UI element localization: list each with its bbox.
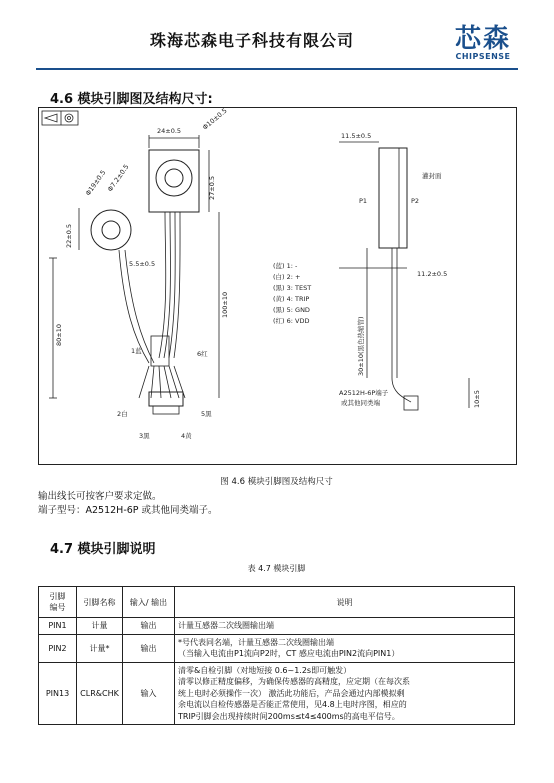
header-io: 输入/ 输出 xyxy=(123,587,175,618)
table-row xyxy=(39,634,515,662)
pin-io: 输出 xyxy=(123,634,175,662)
description-line: （当输入电流由P1流向P2时，CT 感应电流由PIN2流向PIN1） xyxy=(178,649,400,658)
dim-d9: 100±10 xyxy=(221,291,229,318)
dim-d12: 30±10(黑色热缩管) xyxy=(357,316,365,376)
wire-label-1: 1蓝 xyxy=(131,347,142,355)
pin-legend-6: (红) 6: VDD xyxy=(273,317,310,325)
wire-label-6: 6红 xyxy=(197,350,208,358)
pin-legend-3: (黑) 3: TEST xyxy=(273,284,312,292)
wire-label-2: 2白 xyxy=(117,410,128,418)
logo-english-text: CHIPSENSE xyxy=(455,52,511,61)
pin-io: 输出 xyxy=(123,618,175,635)
label-p1: P1 xyxy=(359,197,368,205)
table-caption: 表 4.7 模块引脚 xyxy=(247,564,306,573)
description-line: *号代表同名端，计量互感器二次线圈输出端 xyxy=(178,637,334,647)
pin-number: PIN2 xyxy=(39,634,77,662)
header-description: 说明 xyxy=(175,587,515,618)
pin-table xyxy=(38,586,515,725)
pin-name: 计量* xyxy=(77,634,123,662)
pin-legend-4: (黄) 4: TRIP xyxy=(273,295,310,303)
pin-legend-2: (白) 2: + xyxy=(273,273,301,281)
wire-label-3: 3黑 xyxy=(139,432,150,440)
dim-d5: Φ7.2±0.5 xyxy=(106,162,131,194)
pin-number: PIN1 xyxy=(39,618,77,635)
dim-d1: 24±0.5 xyxy=(157,127,182,135)
description-line: TRIP引脚会出现持续时间200ms≤t4≤400ms的高电平信号。 xyxy=(178,711,400,721)
wire-label-4: 4黄 xyxy=(181,432,192,440)
note-terminal-model: 端子型号：A2512H-6P 或其他同类端子。 xyxy=(38,505,218,516)
description-line: 清零以修正精度偏移，为确保传感器的高精度，应定期（在每次系 xyxy=(178,677,410,686)
header-pin-number: 引脚 编号 xyxy=(39,587,77,618)
dim-d7: 5.5±0.5 xyxy=(129,260,156,268)
section-4-6-title: 4.6 模块引脚图及结构尺寸: xyxy=(50,92,213,107)
description-line: 清零&自检引脚（对地短接 0.6~1.2s即可触发） xyxy=(178,665,352,675)
pin-number: PIN13 xyxy=(39,662,77,725)
description-line: 统上电时必须操作一次） 激活此功能后，产品会通过内部模拟剩 xyxy=(178,688,405,698)
pin-name: CLR&CHK xyxy=(77,662,123,725)
table-row xyxy=(39,618,515,635)
label-connector: A2512H-6P端子 xyxy=(339,389,389,397)
projection-symbol-icon xyxy=(42,111,78,125)
label-connector-2: 或其他同类端 xyxy=(341,399,380,407)
table-row xyxy=(39,662,515,725)
description-line: 余电流以自检传感器是否能正常使用，见4.8上电时序图，相应的 xyxy=(178,700,407,709)
pin-description xyxy=(175,634,515,662)
dimension-drawing xyxy=(38,107,517,465)
dim-d4: Φ19±0.5 xyxy=(84,168,108,198)
pin-name: 计量 xyxy=(77,618,123,635)
wire-label-5: 5黑 xyxy=(201,410,212,418)
dim-d6: 22±0.5 xyxy=(65,223,73,248)
pin-legend-1: (蓝) 1: - xyxy=(273,262,298,270)
sensor-body-left xyxy=(91,210,131,250)
pin-io: 输入 xyxy=(123,662,175,725)
dim-d8: 80±10 xyxy=(55,324,63,346)
pin-description xyxy=(175,662,515,725)
company-name: 珠海芯森电子科技有限公司 xyxy=(150,31,355,50)
dim-d2: Φ10±0.5 xyxy=(201,108,229,132)
table-header-row xyxy=(39,587,515,618)
logo-chinese-text: 芯森 xyxy=(454,24,511,54)
side-view-body xyxy=(379,148,407,248)
dim-d11: 11.2±0.5 xyxy=(417,270,448,278)
header-pin-name: 引脚名称 xyxy=(77,587,123,618)
pin-description xyxy=(175,618,515,635)
dim-d13: 10±5 xyxy=(473,390,481,408)
pin-legend-5: (黑) 5: GND xyxy=(273,306,310,314)
chipsense-logo xyxy=(448,18,518,68)
header-divider xyxy=(36,68,518,70)
description-line: 计量互感器二次线圈输出端 xyxy=(178,621,274,630)
note-cable-length: 输出线长可按客户要求定做。 xyxy=(38,491,162,502)
figure-caption: 图 4.6 模块引脚图及结构尺寸 xyxy=(220,477,333,487)
label-p2: P2 xyxy=(411,197,420,205)
label-heat: 灌封面 xyxy=(422,172,442,180)
section-4-7-title: 4.7 模块引脚说明 xyxy=(50,542,156,557)
dim-d3: 27±0.5 xyxy=(208,175,216,200)
dim-d10: 11.5±0.5 xyxy=(341,132,372,140)
